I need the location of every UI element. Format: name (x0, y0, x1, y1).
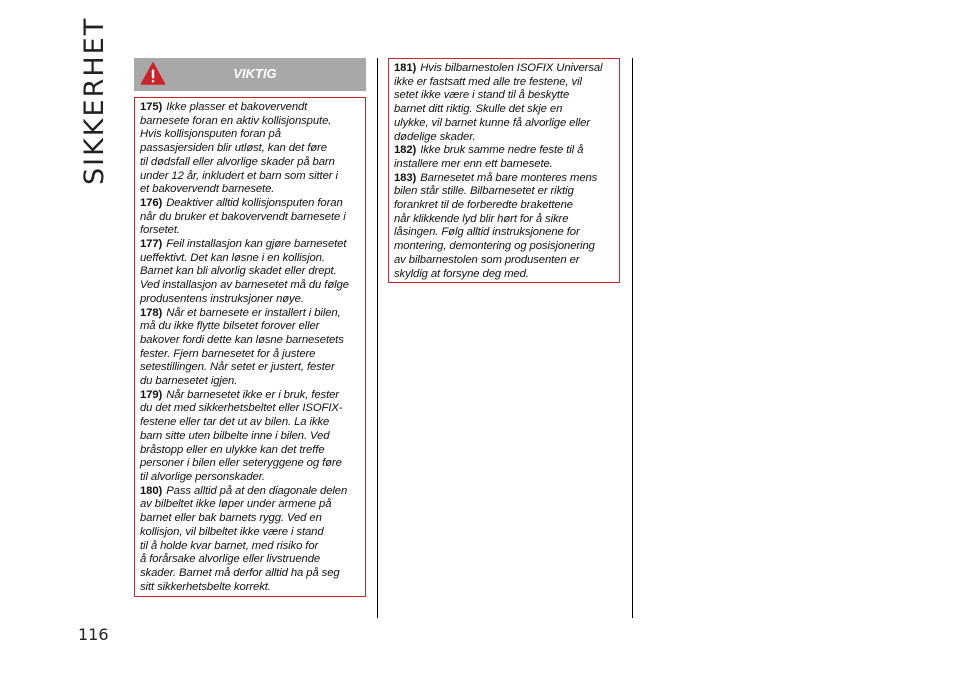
warning-note (140, 197, 361, 238)
note-line: Barnesetet må bare monteres mens (420, 171, 598, 184)
note-line: installere mer enn ett barnesete. (394, 157, 553, 170)
note-line: fester. Fjern barnesetet for å justere (140, 347, 316, 360)
note-line: Hvis kollisjonsputen foran på (140, 128, 281, 141)
note-line: et bakovervendt barnesete. (140, 183, 275, 196)
note-line: ueffektivt. Det kan løsne i en kollisjon. (140, 251, 325, 264)
note-number: 179) (140, 388, 163, 401)
note-line: skader. Barnet må derfor alltid ha på seg (140, 566, 340, 579)
warning-note (140, 307, 361, 389)
note-number: 176) (140, 196, 163, 209)
note-line: ikke er fastsatt med alle tre festene, vil (394, 75, 582, 88)
note-line: passasjersiden blir utløst, kan det føre (140, 142, 327, 155)
note-line: når klikkende lyd blir hørt for å sikre (394, 212, 569, 225)
note-number: 177) (140, 238, 163, 251)
note-line: du det med sikkerhetsbeltet eller ISOFIX- (140, 402, 343, 415)
warning-note (140, 238, 361, 307)
note-line: du barnesetet igjen. (140, 375, 238, 388)
note-line: kollisjon, vil bilbeltet ikke være i stand (140, 525, 324, 538)
note-line: må du ikke flytte bilsetet forover eller (140, 320, 320, 333)
note-number: 183) (394, 171, 417, 184)
warning-note (140, 101, 361, 197)
column-divider-right (632, 58, 633, 618)
note-line: sitt sikkerhetsbelte korrekt. (140, 580, 271, 593)
note-line: når du bruker et bakovervendt barnesete i (140, 210, 346, 223)
note-line: barn sitte uten bilbelte inne i bilen. Ved (140, 429, 330, 442)
note-line: forsetet. (140, 224, 180, 237)
note-line: bilen står stille. Bilbarnesetet er riktig (394, 185, 574, 198)
note-number: 180) (140, 484, 163, 497)
note-line: Når barnesetet ikke er i bruk, fester (166, 388, 339, 401)
note-line: Deaktiver alltid kollisjonsputen foran (166, 196, 343, 209)
note-line: barnesete foran en aktiv kollisjonspute. (140, 114, 332, 127)
note-line: ulykke, vil barnet kunne få alvorlige eller (394, 116, 591, 129)
note-line: festene eller tar det ut av bilen. La ikke (140, 416, 330, 429)
note-line: barnet eller bak barnets rygg. Ved en (140, 512, 322, 525)
note-line: Når et barnesete er installert i bilen, (166, 306, 341, 319)
note-line: personer i bilen eller seteryggene og føre (140, 457, 342, 470)
warning-header (134, 58, 366, 91)
note-number: 178) (140, 306, 163, 319)
note-number: 182) (394, 144, 417, 157)
note-line: setestillingen. Når setet er justert, fester (140, 361, 335, 374)
warning-note (394, 62, 615, 144)
section-title: SIKKERHET (79, 16, 110, 185)
note-line: bråstopp eller en ulykke kan det treffe (140, 443, 325, 456)
warning-note (394, 172, 615, 282)
column-divider-left (377, 58, 378, 618)
note-line: bakover fordi dette kan løsne barnesetets (140, 333, 344, 346)
note-line: til å holde kvar barnet, med risiko for (140, 539, 319, 552)
note-number: 175) (140, 101, 163, 113)
warning-label: VIKTIG (233, 66, 277, 81)
note-line: Pass alltid på at den diagonale delen (166, 484, 348, 497)
note-line: Ikke plasser et bakovervendt (166, 101, 308, 113)
note-line: produsentens instruksjoner nøye. (140, 292, 304, 305)
note-line: Barnet kan bli alvorlig skadet eller drept. (140, 265, 337, 278)
note-number: 181) (394, 62, 417, 74)
note-line: av bilbarnestolen som produsenten er (394, 253, 580, 266)
note-line: skyldig at forsyne deg med. (394, 267, 529, 280)
note-line: Hvis bilbarnestolen ISOFIX Universal (420, 62, 603, 74)
note-line: Ikke bruk samme nedre feste til å (420, 144, 584, 157)
note-line: å forårsake alvorlige eller livstruende (140, 553, 321, 566)
note-line: til dødsfall eller alvorlige skader på barn (140, 155, 335, 168)
note-line: låsingen. Følg alltid instruksjonene for (394, 226, 580, 239)
note-line: forankret til de forberedte brakettene (394, 199, 573, 212)
note-line: til alvorlige personskader. (140, 470, 265, 483)
warning-box-right (388, 58, 620, 283)
note-line: setet ikke være i stand til å beskytte (394, 89, 570, 102)
note-line: Feil installasjon kan gjøre barnesetet (166, 238, 347, 251)
warning-note (140, 389, 361, 485)
warning-note (140, 485, 361, 595)
note-line: montering, demontering og posisjonering (394, 240, 595, 253)
warning-note (394, 144, 615, 171)
note-line: av bilbeltet ikke løper under armene på (140, 498, 332, 511)
note-line: dødelige skader. (394, 130, 476, 143)
note-line: barnet ditt riktig. Skulle det skje en (394, 103, 563, 116)
page-number: 116 (78, 625, 109, 644)
warning-box-left (134, 97, 366, 597)
note-line: Ved installasjon av barnesetet må du følge (140, 279, 349, 292)
note-line: under 12 år, inkludert et barn som sitter i (140, 169, 338, 182)
